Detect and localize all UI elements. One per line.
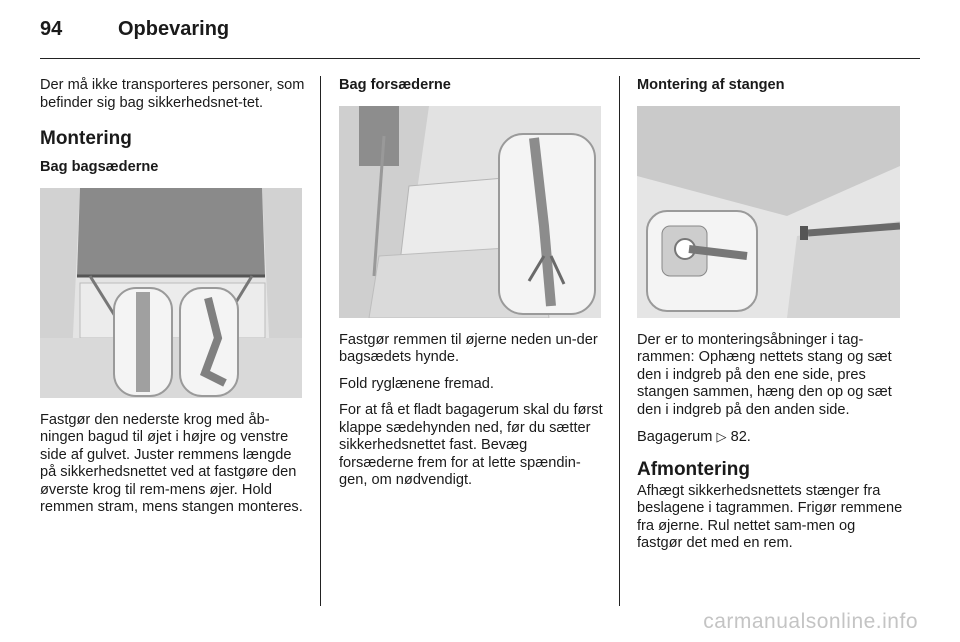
illustration-rod-mounting bbox=[637, 106, 900, 318]
reference-label: Bagagerum bbox=[637, 429, 713, 445]
column-divider bbox=[619, 76, 620, 606]
column-3 bbox=[637, 77, 903, 562]
instruction-1: Fastgør remmen til øjerne neden un-der bagsædets hynde. bbox=[339, 331, 598, 365]
instruction-2: Fold ryglænene fremad. bbox=[339, 375, 494, 392]
page-number: 94 bbox=[40, 18, 63, 40]
section-heading: Afmontering bbox=[637, 458, 750, 480]
cross-reference[interactable] bbox=[637, 428, 903, 447]
instruction-3: For at få et fladt bagagerum skal du først klappe sædehynden ned, før du sætter sikkerhedsnettet fast. Bevæg forsæderne frem for at lette spændin-gen, om nødvendigt. bbox=[339, 402, 603, 488]
subheading: Bag forsæderne bbox=[339, 77, 451, 93]
reference-page: 82. bbox=[730, 429, 751, 445]
subheading: Montering af stangen bbox=[637, 77, 785, 93]
illustration-rear-seats bbox=[40, 188, 302, 398]
page-title: Opbevaring bbox=[118, 18, 230, 40]
section-heading: Montering bbox=[40, 128, 132, 149]
subheading: Bag bagsæderne bbox=[40, 159, 159, 175]
page-header bbox=[40, 18, 229, 41]
mounting-text: Der er to monteringsåbninger i tag-rammen: Ophæng nettets stang og sæt den i indgreb på den ene side, pres stangen sammen, hæng den op og sæt den i indgreb på den anden side. bbox=[637, 331, 892, 418]
illustration-front-seats bbox=[339, 106, 601, 318]
removal-text: Afhægt sikkerhedsnettets stænger fra beslagene i tagrammen. Frigør remmene fra øjerne. Rul nettet sam-men og fastgør det med en rem. bbox=[637, 482, 903, 551]
arrow-right-icon: ▷ bbox=[716, 429, 727, 444]
intro-text: Der må ikke transporteres personer, som befinder sig bag sikkerhedsnet-tet. bbox=[40, 77, 305, 111]
column-divider bbox=[320, 76, 321, 606]
header-rule bbox=[40, 58, 920, 59]
watermark: carmanualsonline.info bbox=[703, 610, 918, 633]
column-1 bbox=[40, 77, 306, 526]
column-2 bbox=[339, 77, 605, 499]
body-text: Fastgør den nederste krog med åb-ningen bagud til øjet i højre og venstre side af gulvet. Juster remmens længde på sikkerhedsnettet ved at fastgøre den øverste krog til rem-mens øjer. Hold remmen stram, mens stangen monteres. bbox=[40, 411, 303, 515]
